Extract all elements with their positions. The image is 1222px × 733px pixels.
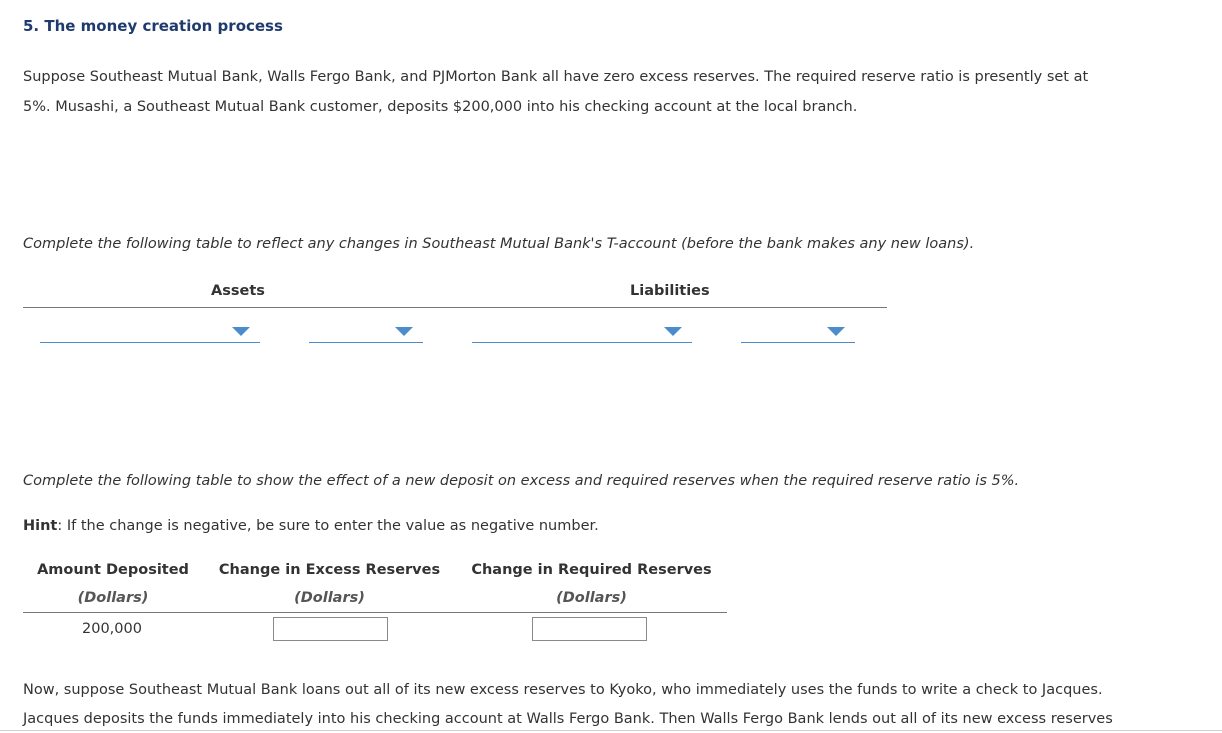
required-reserves-input[interactable] <box>532 617 647 641</box>
hint-label: Hint <box>23 518 58 534</box>
hint-text <box>23 518 599 534</box>
reserves-header-rule <box>23 612 727 613</box>
required-reserves-unit: (Dollars) <box>556 590 627 606</box>
required-reserves-header: Change in Required Reserves <box>471 562 712 578</box>
amount-deposited-unit: (Dollars) <box>77 590 149 606</box>
intro-line-2: 5%. Musashi, a Southeast Mutual Bank customer, deposits $200,000 into his checking account at the local branch. <box>23 99 858 115</box>
chevron-down-icon <box>827 327 845 336</box>
assets-header: Assets <box>211 283 265 299</box>
intro-line-1: Suppose Southeast Mutual Bank, Walls Fergo Bank, and PJMorton Bank all have zero excess reserves. The required reserve ratio is presently set at <box>23 69 1089 85</box>
assets-amount-dropdown[interactable] <box>309 320 423 343</box>
excess-reserves-unit: (Dollars) <box>294 590 365 606</box>
liabilities-header: Liabilities <box>630 283 710 299</box>
chevron-down-icon <box>232 327 250 336</box>
excess-reserves-header: Change in Excess Reserves <box>218 562 441 578</box>
page-bottom-rule <box>0 730 1222 731</box>
assets-item-dropdown[interactable] <box>40 320 260 343</box>
reserves-instruction: Complete the following table to show the effect of a new deposit on excess and required reserves when the required reserve ratio is 5%. <box>23 473 1020 489</box>
liabilities-item-dropdown[interactable] <box>472 320 692 343</box>
amount-deposited-value: 200,000 <box>82 621 142 637</box>
followup-line-1: Now, suppose Southeast Mutual Bank loans out all of its new excess reserves to Kyoko, who immediately uses the funds to write a check to Jacques. <box>23 682 1103 698</box>
amount-deposited-header: Amount Deposited <box>37 562 189 578</box>
taccount-header-rule <box>23 307 887 308</box>
chevron-down-icon <box>395 327 413 336</box>
hint-body: : If the change is negative, be sure to enter the value as negative number. <box>57 518 599 534</box>
followup-line-2: Jacques deposits the funds immediately into his checking account at Walls Fergo Bank. Then Walls Fergo Bank lends out all of its new excess reserves <box>23 711 1113 727</box>
excess-reserves-input[interactable] <box>273 617 388 641</box>
taccount-instruction: Complete the following table to reflect any changes in Southeast Mutual Bank's T-account (before the bank makes any new loans). <box>23 236 975 252</box>
question-title: 5. The money creation process <box>23 17 283 35</box>
liabilities-amount-dropdown[interactable] <box>741 320 855 343</box>
chevron-down-icon <box>664 327 682 336</box>
